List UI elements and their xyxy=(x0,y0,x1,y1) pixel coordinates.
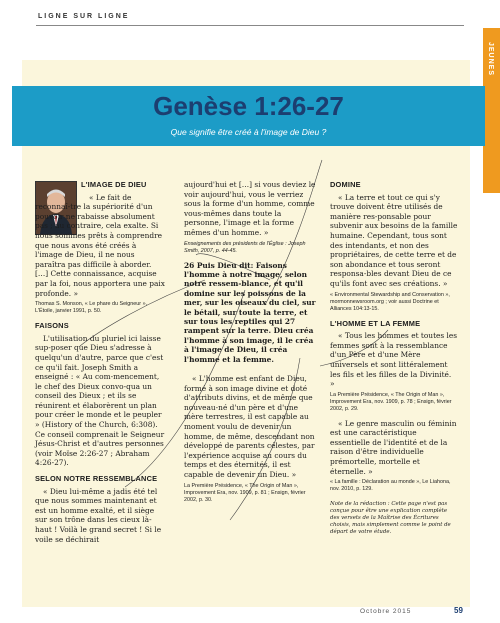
ressemblance-text: « Dieu lui-même a jadis été tel que nous sommes maintenant et est un homme exalté, et il siège sur son trône dans les cieux là-haut ! Voilà le grand secret ! Si le voile se déchirait xyxy=(35,486,162,544)
faisons-text: L'utilisation du pluriel ici laisse sup-poser que Dieu s'adresse à quelqu'un d'autre, parce que c'est ce qu'il fait. Joseph Smith a enseigné : « Au com-mencement, le chef des Dieux convo-qua un conseil des Dieux ; et ils se réunirent et élaborèrent un plan pour créer le monde et le peupler » (History of the Church, 6:308). Ce conseil comprenait le Seigneur Jésus-Christ et d'autres personnes (voir Moïse 2:26-27 ; Abraham 4:26-27). xyxy=(35,333,165,468)
column-left xyxy=(35,180,165,547)
issue-date: Octobre 2015 xyxy=(360,608,412,615)
homme-femme-quote: « Tous les hommes et toutes les femmes sont à la ressemblance d'un Père et d'une Mère universels et sont littéralement les fils et les filles de la Divinité. » xyxy=(330,331,458,389)
scripture-passage: 26 Puis Dieu dit: Faisons l'homme à notre image, selon notre ressem-blance, et qu'il domine sur les poissons de la mer, sur les oiseaux du ciel, sur le bétail, sur toute la terre, et sur tous les reptiles qui 27 rampent sur la terre. Dieu créa l'homme à son image, il le créa à l'image de Dieu, il créa l'homme et la femme. xyxy=(184,260,316,364)
heading-homme-femme: L'HOMME ET LA FEMME xyxy=(330,318,421,328)
page-subtitle: Que signifie être créé à l'image de Dieu ? xyxy=(170,127,327,137)
joseph-smith-citation: Enseignements des présidents de l'Église : Joseph Smith, 2007, p. 44-45. xyxy=(184,240,306,254)
heading-ressemblance: SELON NOTRE RESSEMBLANCE xyxy=(35,474,158,484)
section-label: LIGNE SUR LIGNE xyxy=(38,13,130,20)
genre-quote: « Le genre masculin ou féminin est une caractéristique essentielle de l'identité et de la raison d'être individuelle prémortelle, mortelle et éternelle. » xyxy=(330,418,457,476)
monson-quote: « Le fait de reconnaî-tre la supériorité d'un pouvoir ne rabaisse absolument pas ; au contraire, cela exalte. Si nous sommes prêts à comprendre que nous avons été créés à l'image de Dieu, il ne nous paraîtra pas difficile à aborder. […] Cette connaissance, acquise par la foi, nous apportera une paix profonde. » xyxy=(35,192,165,298)
monson-citation: Thomas S. Monson, « Le phare du Seigneur », L'Étoile, janvier 1991, p. 50. xyxy=(35,301,148,315)
column-right xyxy=(330,180,458,539)
homme-femme-citation: La Première Présidence, « The Origin of Man », Improvement Era, nov. 1909, p. 78 ; Ensign, février 2002, p. 29. xyxy=(330,391,452,412)
joseph-smith-quote: aujourd'hui et […] si vous deviez le voir aujourd'hui, vous le verriez sous la forme d'un homme, comme vous-mêmes dans toute la personne, l'image et la forme mêmes d'un homme. » xyxy=(184,180,316,237)
heading-domine: DOMINE xyxy=(330,180,361,189)
page-number: 59 xyxy=(454,606,463,615)
child-of-god-quote: « L'homme est enfant de Dieu, formé à son image divine et doté d'attributs divins, et de même que nouveau-né d'un père et d'une mère terrestres, il est capable au moment voulu de devenir un homme, de même, descendant non développé de parents célestes, par l'expérience acquise au cours du temps et des éternités, il est capable de devenir un Dieu. » xyxy=(184,374,315,479)
child-of-god-citation: La Première Présidence, « The Origin of Man », Improvement Era, nov. 1909, p. 81 ; Ensign, février 2002, p. 30. xyxy=(184,482,306,503)
domine-citation: « Environmental Stewardship and Conservation », mormonnewsroom.org ; voir aussi Doctrine et Alliances 104:13-15. xyxy=(330,291,450,312)
side-tab-label: JEUNES xyxy=(487,42,494,77)
genre-citation: « La famille : Déclaration au monde », Le Liahona, nov. 2010, p. 129. xyxy=(330,479,451,493)
editor-note: Note de la rédaction : Cette page n'est pas conçue pour être une explication complète des versets de la Maîtrise des Écritures choisis, mais simplement comme le point de départ de votre étude. xyxy=(330,501,451,536)
column-middle xyxy=(184,180,316,510)
heading-faisons: FAISONS xyxy=(35,321,69,331)
heading-image-of-god: L'IMAGE DE DIEU xyxy=(81,180,147,189)
page-title: Genèse 1:26-27 xyxy=(153,91,344,121)
domine-quote: « La terre et tout ce qui s'y trouve doivent être utilisés de manière res-ponsable pour subvenir aux besoins de la famille humaine. Cependant, tous sont des intendants, et non des propriétaires, de cette terre et de son abondance et tous seront responsa-bles devant Dieu de ce qu'ils font avec ses créations. » xyxy=(330,192,458,288)
